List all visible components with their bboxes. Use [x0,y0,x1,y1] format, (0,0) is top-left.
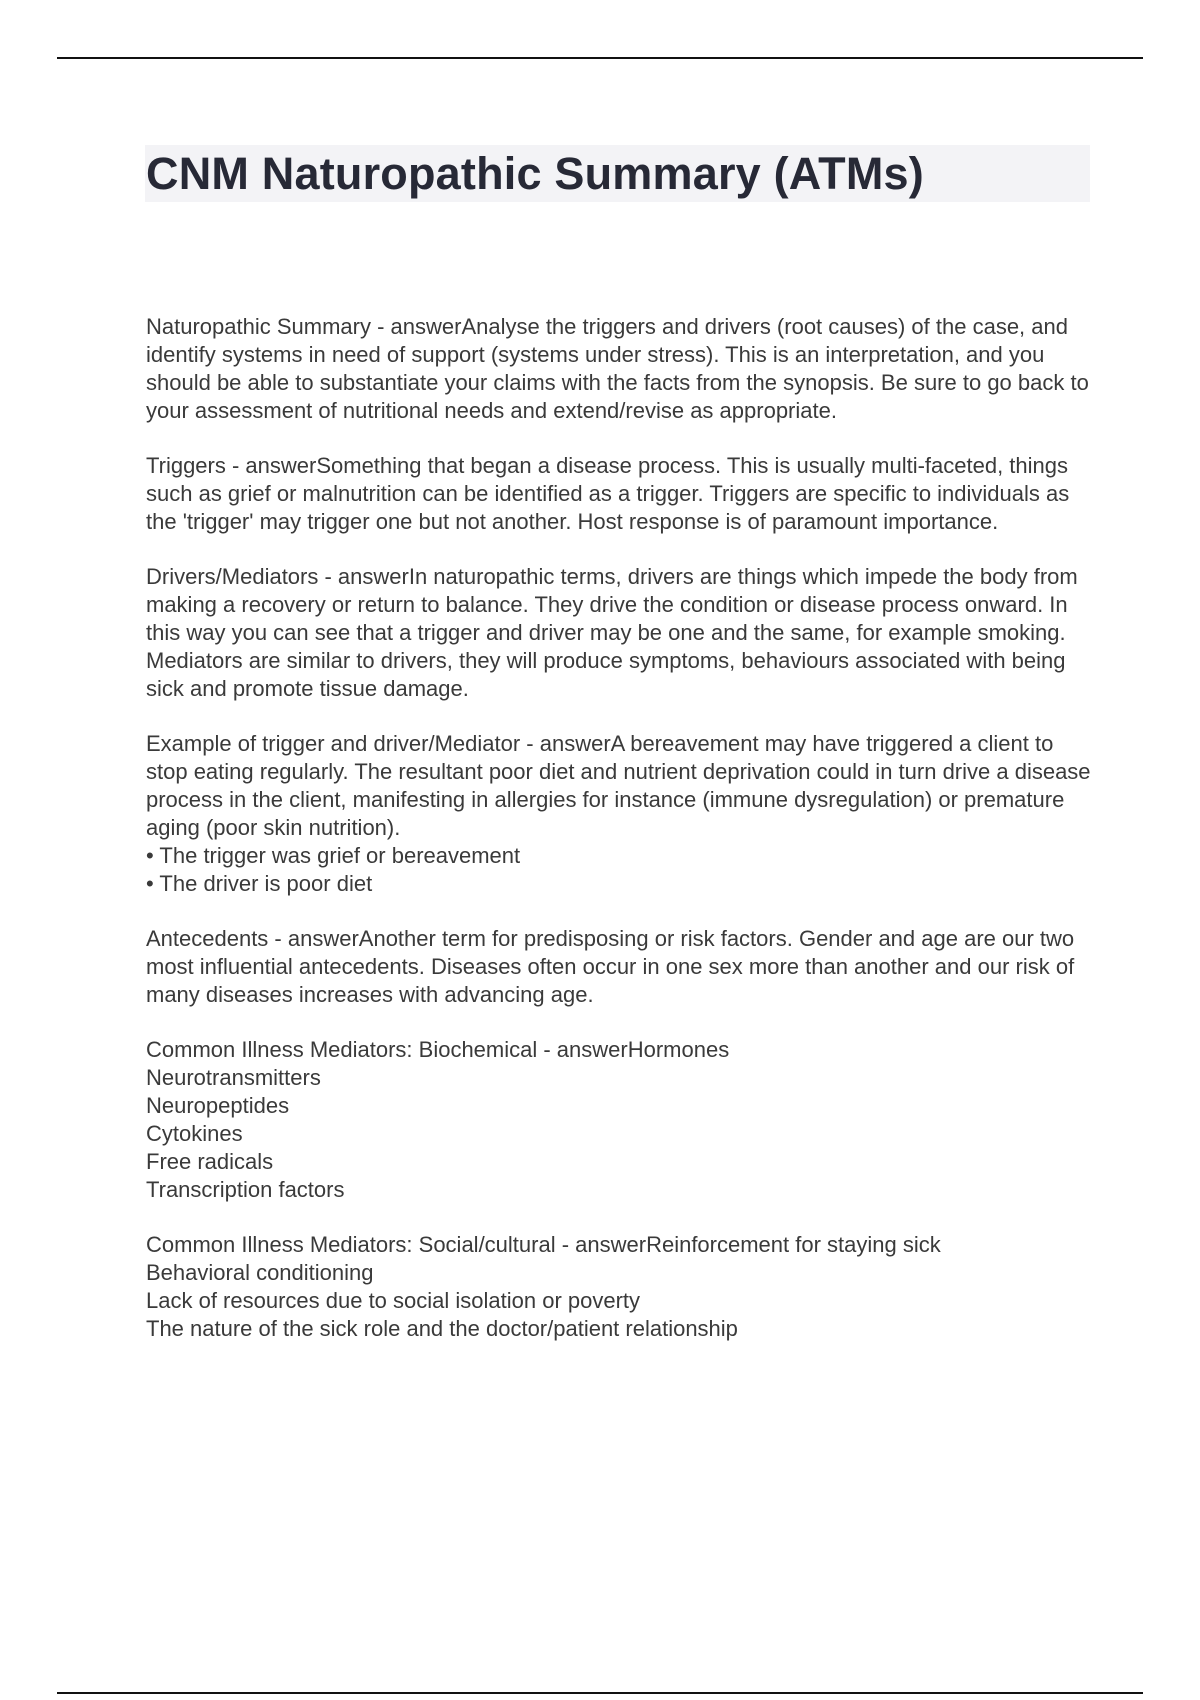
entry-social-cultural-mediators [146,1231,1096,1343]
entry-example-trigger-driver [146,730,1096,898]
entry-text: Common Illness Mediators: Social/cultural - answerReinforcement for staying sick [146,1232,941,1257]
list-line: The nature of the sick role and the doctor/patient relationship [146,1316,738,1341]
entry-text: Common Illness Mediators: Biochemical - answerHormones [146,1037,730,1062]
list-line: Neurotransmitters [146,1065,321,1090]
entry-text: Triggers - answerSomething that began a disease process. This is usually multi-faceted, things such as grief or malnutrition can be identified as a trigger. Triggers are specific to individuals as the 'trigger' may trigger one but not another. Host response is of paramount importance. [146,453,1070,534]
bullet-item: • The trigger was grief or bereavement [146,843,521,868]
list-line: Free radicals [146,1149,274,1174]
header-rule [57,57,1143,59]
list-line: Transcription factors [146,1177,345,1202]
entry-text: Drivers/Mediators - answerIn naturopathic terms, drivers are things which impede the body from making a recovery or return to balance. They drive the condition or disease process onward. In this way you can see that a trigger and driver may be one and the same, for example smoking. [146,564,1078,645]
entry-text: Example of trigger and driver/Mediator - answerA bereavement may have triggered a client to stop eating regularly. The resultant poor diet and nutrient deprivation could in turn drive a disease process in the client, manifesting in allergies for instance (immune dysregulation) or premature aging (poor skin nutrition). [146,731,1091,840]
entry-antecedents [146,925,1096,1009]
entry-text: Antecedents - answerAnother term for predisposing or risk factors. Gender and age are our two most influential antecedents. Diseases often occur in one sex more than another and our risk of many diseases increases with advancing age. [146,926,1075,1007]
entry-biochemical-mediators [146,1036,1096,1204]
entry-triggers [146,452,1096,536]
document-title: CNM Naturopathic Summary (ATMs) [146,148,924,199]
entry-naturopathic-summary [146,313,1096,425]
bullet-item: • The driver is poor diet [146,871,373,896]
list-line: Cytokines [146,1121,243,1146]
document-body [146,313,1096,1370]
footer-rule [57,1692,1143,1694]
entry-text: Mediators are similar to drivers, they will produce symptoms, behaviours associated with being sick and promote tissue damage. [146,648,1066,701]
entry-drivers-mediators [146,563,1096,703]
list-line: Lack of resources due to social isolation or poverty [146,1288,641,1313]
list-line: Behavioral conditioning [146,1260,374,1285]
list-line: Neuropeptides [146,1093,290,1118]
entry-text: Naturopathic Summary - answerAnalyse the triggers and drivers (root causes) of the case, and identify systems in need of support (systems under stress). This is an interpretation, and you should be able to substantiate your claims with the facts from the synopsis. Be sure to go back to your assessment of nutritional needs and extend/revise as appropriate. [146,314,1089,423]
